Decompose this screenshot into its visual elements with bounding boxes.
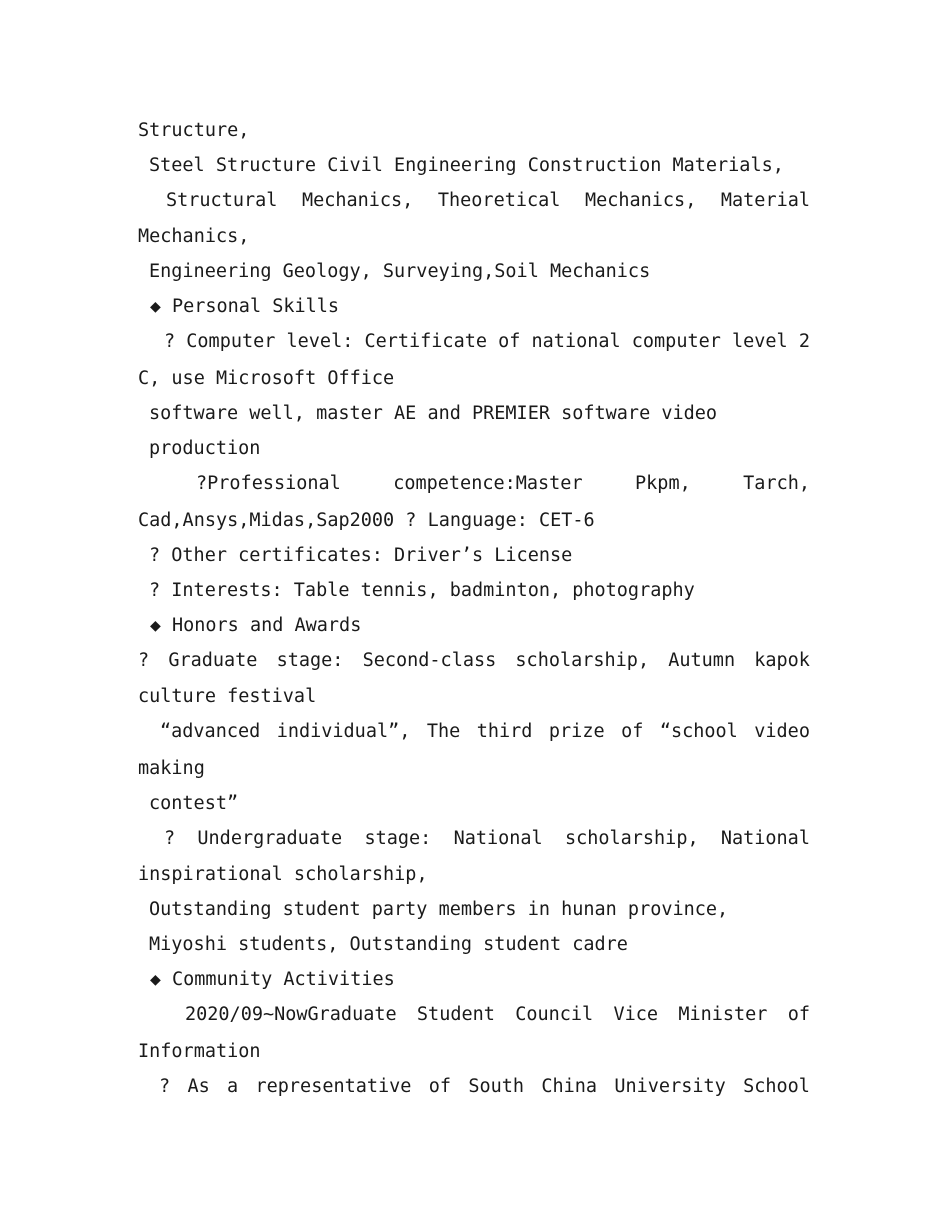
word: National bbox=[720, 828, 810, 849]
word: Structural bbox=[166, 190, 278, 211]
word: of bbox=[428, 1076, 452, 1097]
word: The bbox=[426, 721, 461, 742]
word: South bbox=[468, 1076, 525, 1097]
computer-level-line-3: software well, master AE and PREMIER software video bbox=[149, 403, 718, 424]
word: Graduate bbox=[168, 650, 258, 671]
courses-line-5: Engineering Geology, Surveying,Soil Mechanics bbox=[149, 261, 651, 282]
word: University bbox=[614, 1076, 726, 1097]
courses-line-3 bbox=[166, 189, 810, 213]
word: of bbox=[498, 331, 521, 352]
section-heading-honors-awards bbox=[150, 614, 822, 638]
council-role-line-1 bbox=[185, 1003, 810, 1027]
word: 2 bbox=[798, 331, 810, 352]
other-certificates-line: ? Other certificates: Driver’s License bbox=[149, 545, 573, 566]
computer-level-line-4: production bbox=[149, 438, 261, 459]
diamond-bullet-icon: ◆ bbox=[150, 969, 161, 990]
representative-line-1 bbox=[159, 1075, 810, 1099]
graduate-stage-line-4: making bbox=[138, 758, 205, 779]
word: of bbox=[787, 1004, 810, 1025]
heading-text: Personal Skills bbox=[171, 296, 340, 317]
undergraduate-stage-line-2: inspirational scholarship, bbox=[138, 864, 428, 885]
word: Council bbox=[515, 1004, 594, 1025]
council-role-line-2: Information bbox=[138, 1041, 261, 1062]
word: Undergraduate bbox=[197, 828, 343, 849]
word: prize bbox=[548, 721, 605, 742]
word: Mechanics, bbox=[584, 190, 697, 211]
professional-line-2: Cad,Ansys,Midas,Sap2000 ? Language: CET-6 bbox=[138, 510, 595, 531]
word: competence:Master bbox=[393, 473, 583, 494]
diamond-bullet-icon: ◆ bbox=[150, 615, 161, 636]
word: national bbox=[531, 331, 621, 352]
computer-level-line-2: C, use Microsoft Office bbox=[138, 368, 395, 389]
graduate-stage-line-5: contest” bbox=[149, 793, 239, 814]
word: a bbox=[227, 1076, 239, 1097]
word: As bbox=[187, 1076, 210, 1097]
word: Theoretical bbox=[437, 190, 561, 211]
word: Student bbox=[416, 1004, 495, 1025]
section-heading-personal-skills bbox=[150, 295, 822, 319]
graduate-stage-line-3 bbox=[160, 720, 810, 744]
word: Material bbox=[720, 190, 810, 211]
courses-line-2: Steel Structure Civil Engineering Construction Materials, bbox=[149, 155, 784, 176]
word: Mechanics, bbox=[301, 190, 414, 211]
word: video bbox=[754, 721, 810, 742]
word: ?Professional bbox=[196, 473, 341, 494]
graduate-stage-line-2: culture festival bbox=[138, 686, 317, 707]
word: Autumn bbox=[668, 650, 736, 671]
word: third bbox=[476, 721, 533, 742]
word: ? Computer bbox=[164, 331, 276, 352]
word: scholarship, bbox=[564, 828, 699, 849]
word: scholarship, bbox=[515, 650, 650, 671]
word: Tarch, bbox=[743, 473, 810, 494]
computer-level-line-1 bbox=[164, 330, 810, 354]
heading-text: Community Activities bbox=[171, 969, 395, 990]
word: stage: bbox=[276, 650, 344, 671]
word: Second-class bbox=[362, 650, 497, 671]
undergraduate-stage-line-3: Outstanding student party members in hunan province, bbox=[149, 899, 729, 920]
word: stage: bbox=[364, 828, 432, 849]
word: “advanced bbox=[160, 721, 261, 742]
word: National bbox=[453, 828, 543, 849]
word: Certificate bbox=[364, 331, 487, 352]
undergraduate-stage-line-4: Miyoshi students, Outstanding student cadre bbox=[149, 934, 628, 955]
word: 2020/09~NowGraduate bbox=[185, 1004, 397, 1025]
word: School bbox=[743, 1076, 810, 1097]
diamond-bullet-icon: ◆ bbox=[150, 296, 161, 317]
word: computer bbox=[631, 331, 721, 352]
courses-line-1: Structure, bbox=[138, 120, 250, 141]
word: ? bbox=[164, 828, 176, 849]
graduate-stage-line-1 bbox=[138, 649, 810, 673]
word: kapok bbox=[754, 650, 810, 671]
word: Vice bbox=[613, 1004, 659, 1025]
section-heading-community-activities bbox=[150, 968, 822, 992]
word: Minister bbox=[678, 1004, 768, 1025]
word: Pkpm, bbox=[635, 473, 691, 494]
heading-text: Honors and Awards bbox=[171, 615, 362, 636]
undergraduate-stage-line-1 bbox=[164, 827, 810, 851]
word: ? bbox=[159, 1076, 171, 1097]
word: ? bbox=[138, 650, 150, 671]
word: representative bbox=[255, 1076, 412, 1097]
word: China bbox=[541, 1076, 598, 1097]
word: individual”, bbox=[276, 721, 411, 742]
word: level bbox=[732, 331, 788, 352]
word: level: bbox=[286, 331, 354, 352]
interests-line: ? Interests: Table tennis, badminton, photography bbox=[149, 580, 695, 601]
word: “school bbox=[659, 721, 738, 742]
courses-line-4: Mechanics, bbox=[138, 226, 250, 247]
word: of bbox=[621, 721, 644, 742]
professional-line-1 bbox=[196, 472, 810, 496]
